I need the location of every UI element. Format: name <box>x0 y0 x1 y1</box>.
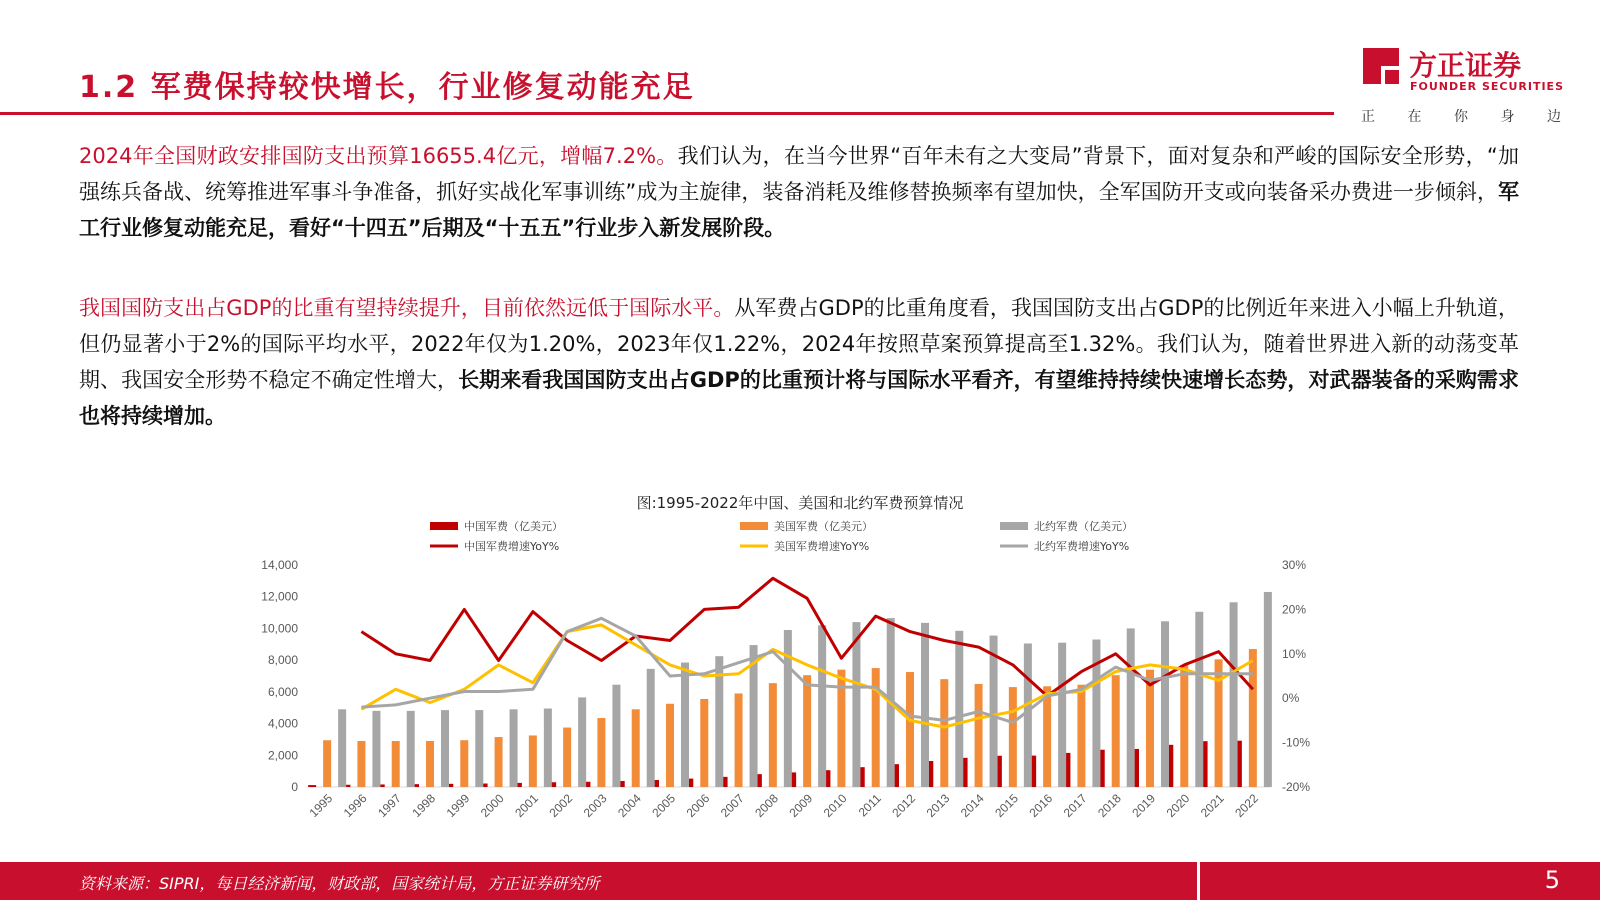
slogan-char: 在 <box>1407 109 1422 125</box>
bar-usa <box>632 709 640 787</box>
paragraph-body: 我们认为，在当今世界“百年未有之大变局”背景下，面对复杂和严峻的国际安全形势，“加强练兵备战、统筹推进军事斗争准备，抓好实战化军事训练”成为主旋律，装备消耗及维修替换频率有望加快，全军国防开支或向装备采办费进一步倾斜， <box>79 144 1519 204</box>
x-tick-label: 1995 <box>306 791 336 821</box>
bar-usa <box>1180 665 1188 787</box>
bar-usa <box>426 741 434 787</box>
bar-usa <box>1043 686 1051 787</box>
bar-usa <box>597 718 605 787</box>
logo-slogan <box>1361 106 1561 126</box>
y2-tick-label: 30% <box>1282 558 1307 572</box>
paragraph-lead: 2024年全国财政安排国防支出预算16655.4亿元，增幅7.2%。 <box>79 144 678 168</box>
bar-nato <box>818 625 826 787</box>
bar-usa <box>323 740 331 787</box>
paragraph-budget <box>79 138 1519 246</box>
bar-usa <box>735 693 743 787</box>
legend-label: 中国军费增速YoY% <box>464 540 560 553</box>
bar-usa <box>906 672 914 787</box>
x-tick-label: 2000 <box>477 791 507 821</box>
bar-usa <box>529 735 537 787</box>
x-tick-label: 2009 <box>786 791 816 821</box>
y2-tick-label: 0% <box>1282 691 1300 706</box>
y-tick-label: 4,000 <box>267 716 298 731</box>
slogan-char: 边 <box>1547 109 1561 125</box>
footer-source: 资料来源：SIPRI，每日经济新闻，财政部，国家统计局，方正证券研究所 <box>79 874 600 893</box>
y-tick-label: 2,000 <box>267 748 298 763</box>
bar-usa <box>803 675 811 787</box>
bar-nato <box>1161 621 1169 787</box>
x-tick-label: 2012 <box>889 791 919 821</box>
x-tick-label: 1997 <box>375 791 404 821</box>
bar-usa <box>769 683 777 787</box>
bar-nato <box>1195 612 1203 787</box>
footer-bar <box>0 862 1600 900</box>
y2-tick-label: 10% <box>1282 646 1307 661</box>
paragraph-body: 从军费占GDP的比重角度看，我国国防支出占GDP的比例近年来进入小幅上升轨道，但仍显著小于2%的国际平均水平，2022年仅为1.20%，2023年仅1.22%，2024年按照草案预算提高至1.32%。我们认为，随着世界进入新的动荡变革期、我国安全形势不稳定不确定性增大， <box>79 296 1519 392</box>
y-tick-label: 14,000 <box>261 558 298 572</box>
paragraph-emphasis: 军工行业修复动能充足，看好“十四五”后期及“十五五”行业步入新发展阶段。 <box>79 180 1519 240</box>
page-number: 5 <box>1544 866 1560 894</box>
legend-label: 中国军费（亿美元） <box>464 520 563 533</box>
bar-nato <box>475 710 483 787</box>
legend-label: 北约军费增速YoY% <box>1034 540 1130 553</box>
bar-nato <box>1024 643 1032 787</box>
bar-usa <box>1077 685 1085 787</box>
legend-label: 美国军费增速YoY% <box>774 540 870 553</box>
legend-label: 北约军费（亿美元） <box>1034 520 1133 533</box>
military-budget-chart <box>240 520 1360 840</box>
y-tick-label: 6,000 <box>267 684 298 699</box>
bar-usa <box>1249 649 1257 787</box>
x-tick-label: 2017 <box>1060 791 1090 821</box>
x-tick-label: 2021 <box>1197 791 1227 821</box>
y2-tick-label: -10% <box>1282 735 1311 750</box>
x-tick-label: 1996 <box>340 791 370 821</box>
x-tick-label: 2005 <box>649 791 679 821</box>
x-tick-label: 2002 <box>546 791 576 821</box>
logo-english-name: FOUNDER SECURITIES <box>1410 80 1564 93</box>
legend-label: 美国军费（亿美元） <box>774 520 873 533</box>
x-tick-label: 2015 <box>992 791 1021 821</box>
x-tick-label: 1999 <box>443 791 473 821</box>
bar-nato <box>852 622 860 787</box>
bar-usa <box>495 737 503 787</box>
x-tick-label: 2019 <box>1129 791 1159 821</box>
bar-usa <box>392 741 400 787</box>
x-tick-label: 2011 <box>855 791 884 820</box>
bar-nato <box>372 711 380 787</box>
bar-usa <box>666 704 674 787</box>
page-title: 1.2 军费保持较快增长，行业修复动能充足 <box>79 70 695 105</box>
bar-nato <box>1058 643 1066 787</box>
company-logo <box>1361 44 1564 125</box>
founder-logo-icon <box>1361 46 1401 86</box>
y-tick-label: 8,000 <box>267 653 298 668</box>
bar-nato <box>990 636 998 787</box>
paragraph-gdp-share <box>79 290 1519 434</box>
bar-nato <box>407 711 415 787</box>
bar-nato <box>681 663 689 787</box>
x-tick-label: 2007 <box>717 791 747 821</box>
x-tick-label: 2016 <box>1026 791 1056 821</box>
bar-nato <box>921 623 929 787</box>
y-tick-label: 10,000 <box>261 621 298 636</box>
x-tick-label: 2013 <box>923 791 953 821</box>
bar-nato <box>647 669 655 787</box>
bar-usa <box>975 684 983 787</box>
bar-usa <box>563 728 571 787</box>
y-tick-label: 0 <box>291 780 298 794</box>
legend-swatch <box>740 522 768 530</box>
bar-china <box>308 785 316 787</box>
bar-nato <box>955 631 963 787</box>
x-tick-label: 2001 <box>512 791 541 821</box>
paragraph-emphasis: 长期来看我国国防支出占GDP的比重预计将与国际水平看齐，有望维持持续快速增长态势，对武器装备的采购需求也将持续增加。 <box>79 368 1519 428</box>
bar-nato <box>612 685 620 787</box>
title-divider <box>0 112 1334 115</box>
x-tick-label: 2020 <box>1163 791 1193 821</box>
bar-usa <box>700 699 708 787</box>
x-tick-label: 2018 <box>1095 791 1124 821</box>
bar-nato <box>441 710 449 787</box>
paragraph-lead: 我国国防支出占GDP的比重有望持续提升，目前依然远低于国际水平。 <box>79 296 735 320</box>
legend-swatch <box>1000 522 1028 530</box>
legend-swatch <box>430 522 458 530</box>
x-tick-label: 2004 <box>615 791 644 821</box>
bar-nato <box>1127 628 1135 787</box>
bar-usa <box>1146 670 1154 787</box>
bar-usa <box>1009 687 1017 787</box>
bar-nato <box>338 709 346 787</box>
slogan-char: 你 <box>1454 109 1468 125</box>
bar-nato <box>578 697 586 787</box>
x-tick-label: 2008 <box>752 791 781 821</box>
y2-tick-label: -20% <box>1282 780 1311 794</box>
bar-nato <box>544 709 552 787</box>
slogan-char: 身 <box>1500 109 1515 125</box>
y-tick-label: 12,000 <box>261 589 298 604</box>
footer-divider <box>1197 862 1200 900</box>
chart-title: 图:1995-2022年中国、美国和北约军费预算情况 <box>636 494 964 512</box>
bar-nato <box>1230 602 1238 787</box>
x-tick-label: 2003 <box>580 791 610 821</box>
x-tick-label: 2010 <box>820 791 850 821</box>
y2-tick-label: 20% <box>1282 602 1307 617</box>
x-tick-label: 1998 <box>409 791 439 821</box>
bar-usa <box>940 679 948 787</box>
slogan-char: 正 <box>1361 109 1375 125</box>
x-tick-label: 2006 <box>683 791 713 821</box>
bar-usa <box>460 740 468 787</box>
bar-usa <box>1112 675 1120 787</box>
logo-chinese-name: 方正证券 <box>1409 49 1522 82</box>
bar-usa <box>357 741 365 787</box>
bar-nato <box>1264 592 1272 787</box>
x-tick-label: 2014 <box>957 791 987 821</box>
bar-nato <box>510 709 518 787</box>
x-tick-label: 2022 <box>1232 791 1261 821</box>
